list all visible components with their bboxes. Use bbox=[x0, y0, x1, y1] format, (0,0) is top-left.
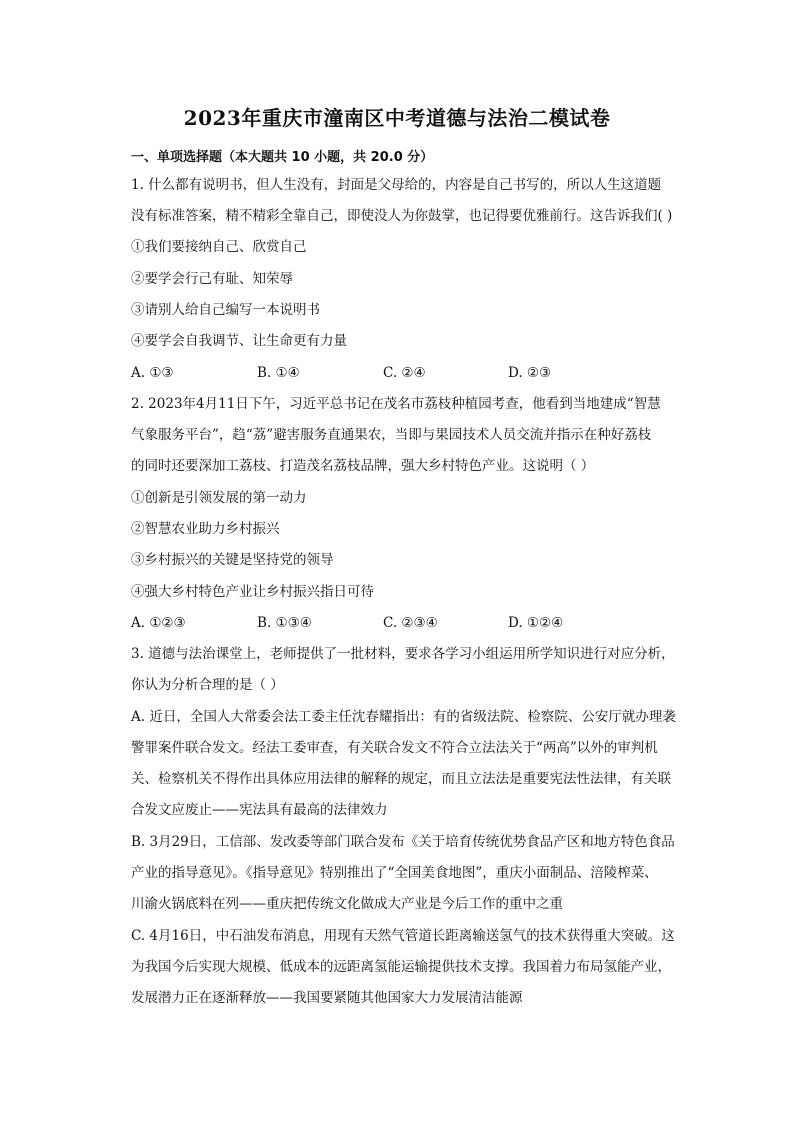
option-c: C. ②③④ bbox=[383, 615, 438, 631]
q3-line: 你认为分析合理的是（ ） bbox=[131, 677, 284, 693]
q2-choice: ③乡村振兴的关键是坚持党的领导 bbox=[131, 552, 334, 568]
q3-option-a: A. 近日，全国人大常委会法工委主任沈春耀指出：有的省级法院、检察院、公安厅就办理袭 bbox=[131, 709, 676, 725]
option-d: D. ②③ bbox=[508, 365, 552, 381]
q2-line: 气象服务平台”，趋“荔”避害服务直通果农，当即与果园技术人员交流并指示在种好荔枝 bbox=[131, 427, 652, 443]
q3-option-a: 关、检察机关不得作出具体应用法律的解释的规定，而且立法法是重要宪法性法律，有关联 bbox=[131, 771, 671, 787]
q1-choice: ②要学会行己有耻、知荣辱 bbox=[131, 271, 293, 287]
q1-choice: ④要学会自我调节、让生命更有力量 bbox=[131, 333, 347, 349]
q3-option-a: 警罪案件联合发文。经法工委审查，有关联合发文不符合立法法关于“两高”以外的审判机 bbox=[131, 740, 658, 756]
option-d: D. ①②④ bbox=[508, 615, 564, 631]
option-a: A. ①②③ bbox=[131, 615, 186, 631]
q3-option-c: 发展潜力正在逐渐释放——我国要紧随其他国家大力发展清洁能源 bbox=[131, 990, 523, 1006]
q3-line: 3. 道德与法治课堂上，老师提供了一批材料，要求各学习小组运用所学知识进行对应分析， bbox=[131, 646, 675, 662]
q1-choice: ①我们要接纳自己、欣赏自己 bbox=[131, 239, 307, 255]
section-heading: 一、单项选择题（本大题共 10 小题，共 20.0 分） bbox=[131, 150, 434, 165]
option-c: C. ②④ bbox=[383, 365, 426, 381]
q1-line: 没有标准答案，精不精彩全靠自己，即使没人为你鼓掌，也记得要优雅前行。这告诉我们( ) bbox=[131, 208, 673, 224]
q2-choice: ①创新是引领发展的第一动力 bbox=[131, 490, 307, 506]
q1-choice: ③请别人给自己编写一本说明书 bbox=[131, 302, 320, 318]
q3-option-b: 产业的指导意见》。《指导意见》特别推出了“全国美食地图”，重庆小面制品、涪陵榨菜、 bbox=[131, 865, 658, 881]
q3-option-c: C. 4月16日，中石油发布消息，用现有天然气管道长距离输送氢气的技术获得重大突破。这 bbox=[131, 928, 675, 944]
option-a: A. ①③ bbox=[131, 365, 174, 381]
q3-option-a: 合发文应废止——宪法具有最高的法律效力 bbox=[131, 802, 388, 818]
q3-option-b: B. 3月29日，工信部、发改委等部门联合发布《关于培育传统优势食品产区和地方特色食品 bbox=[131, 834, 675, 850]
q2-choice: ②智慧农业助力乡村振兴 bbox=[131, 521, 280, 537]
exam-title: 2023年重庆市潼南区中考道德与法治二模试卷 bbox=[183, 106, 611, 130]
option-b: B. ①④ bbox=[257, 365, 300, 381]
q2-line: 的同时还要深加工荔枝、打造茂名荔枝品牌，强大乡村特色产业。这说明（ ） bbox=[131, 458, 595, 474]
q3-option-c: 为我国今后实现大规模、低成本的远距离氢能运输提供技术支撑。我国着力布局氢能产业， bbox=[131, 959, 671, 975]
option-b: B. ①③④ bbox=[257, 615, 312, 631]
q2-choice: ④强大乡村特色产业让乡村振兴指日可待 bbox=[131, 584, 374, 600]
q3-option-b: 川渝火锅底料在列——重庆把传统文化做成大产业是今后工作的重中之重 bbox=[131, 896, 563, 912]
q1-line: 1. 什么都有说明书，但人生没有，封面是父母给的，内容是自己书写的，所以人生这道题 bbox=[131, 177, 662, 193]
q2-line: 2. 2023年4月11日下午，习近平总书记在茂名市荔枝种植园考查，他看到当地建成“智慧 bbox=[131, 396, 661, 412]
